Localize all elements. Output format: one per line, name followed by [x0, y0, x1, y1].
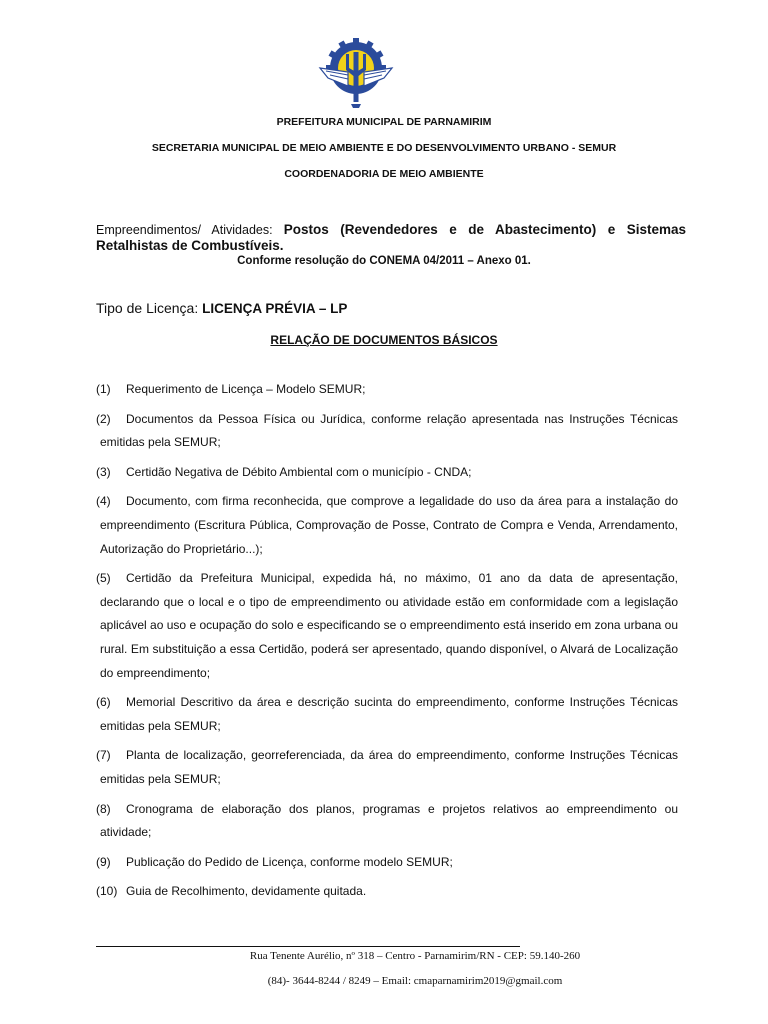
prefeitura-seal-logo	[318, 38, 394, 110]
document-item-9: (9) Publicação do Pedido de Licença, conforme modelo SEMUR;	[96, 854, 453, 869]
activity-value-2: Retalhistas de Combustíveis.	[96, 238, 284, 253]
license-line	[96, 300, 347, 316]
document-item-3: (3) Certidão Negativa de Débito Ambiental com o município - CNDA;	[96, 464, 472, 479]
document-item-1: (1) Requerimento de Licença – Modelo SEMUR;	[96, 382, 366, 396]
document-item-2: (2) Documentos da Pessoa Física ou Jurídica, conforme relação apresentada nas Instruções Técnicas emitidas pela SEMUR;	[96, 411, 678, 450]
document-item-5: (5) Certidão da Prefeitura Municipal, expedida há, no máximo, 01 ano da data de apresentação, declarando que o local e o tipo de empreendimento ou atividade estão em conformidade com a legislação aplicável ao uso e ocupação do solo e especificando se o empreendimento está inserido em zona urbana ou rural. Em substituição a essa Certidão, poderá ser apresentado, quando disponível, o Alvará de Localização do empreendimento;	[96, 571, 678, 680]
document-list	[96, 378, 678, 910]
document-item-4: (4) Documento, com firma reconhecida, que comprove a legalidade do uso da área para a instalação do empreendimento (Escritura Pública, Comprovação de Posse, Contrato de Compra e Venda, Arrendamento, Autorização do Proprietário...);	[96, 494, 678, 556]
activity-resolution: Conforme resolução do CONEMA 04/2011 – Anexo 01.	[237, 255, 531, 267]
section-title: RELAÇÃO DE DOCUMENTOS BÁSICOS	[270, 333, 498, 347]
document-item-6: (6) Memorial Descritivo da área e descrição sucinta do empreendimento, conforme Instruções Técnicas emitidas pela SEMUR;	[96, 695, 678, 733]
license-value: LICENÇA PRÉVIA – LP	[202, 301, 348, 316]
header-prefeitura: PREFEITURA MUNICIPAL DE PARNAMIRIM	[276, 116, 492, 128]
document-item-10: (10) Guia de Recolhimento, devidamente quitada.	[96, 884, 367, 899]
header-secretaria: SECRETARIA MUNICIPAL DE MEIO AMBIENTE E DO DESENVOLVIMENTO URBANO - SEMUR	[151, 142, 617, 154]
footer-address: Rua Tenente Aurélio, nº 318 – Centro - Parnamirim/RN - CEP: 59.140-260	[249, 950, 581, 962]
header-coordenadoria: COORDENADORIA DE MEIO AMBIENTE	[284, 168, 484, 180]
footer-divider	[96, 946, 520, 947]
activity-label: Empreendimentos/ Atividades:	[96, 223, 273, 237]
document-item-8: (8) Cronograma de elaboração dos planos, programas e projetos relativos ao empreendimento ou atividade;	[96, 801, 678, 840]
activity-line-1	[96, 222, 686, 237]
license-label: Tipo de Licença:	[96, 300, 199, 316]
footer-contact: (84)- 3644-8244 / 8249 – Email: cmaparnamirim2019@gmail.com	[267, 975, 563, 987]
activity-value-1: Postos (Revendedores e de Abastecimento) e Sistemas	[283, 222, 687, 237]
document-item-7: (7) Planta de localização, georreferenciada, da área do empreendimento, conforme Instruções Técnicas emitidas pela SEMUR;	[96, 748, 678, 786]
